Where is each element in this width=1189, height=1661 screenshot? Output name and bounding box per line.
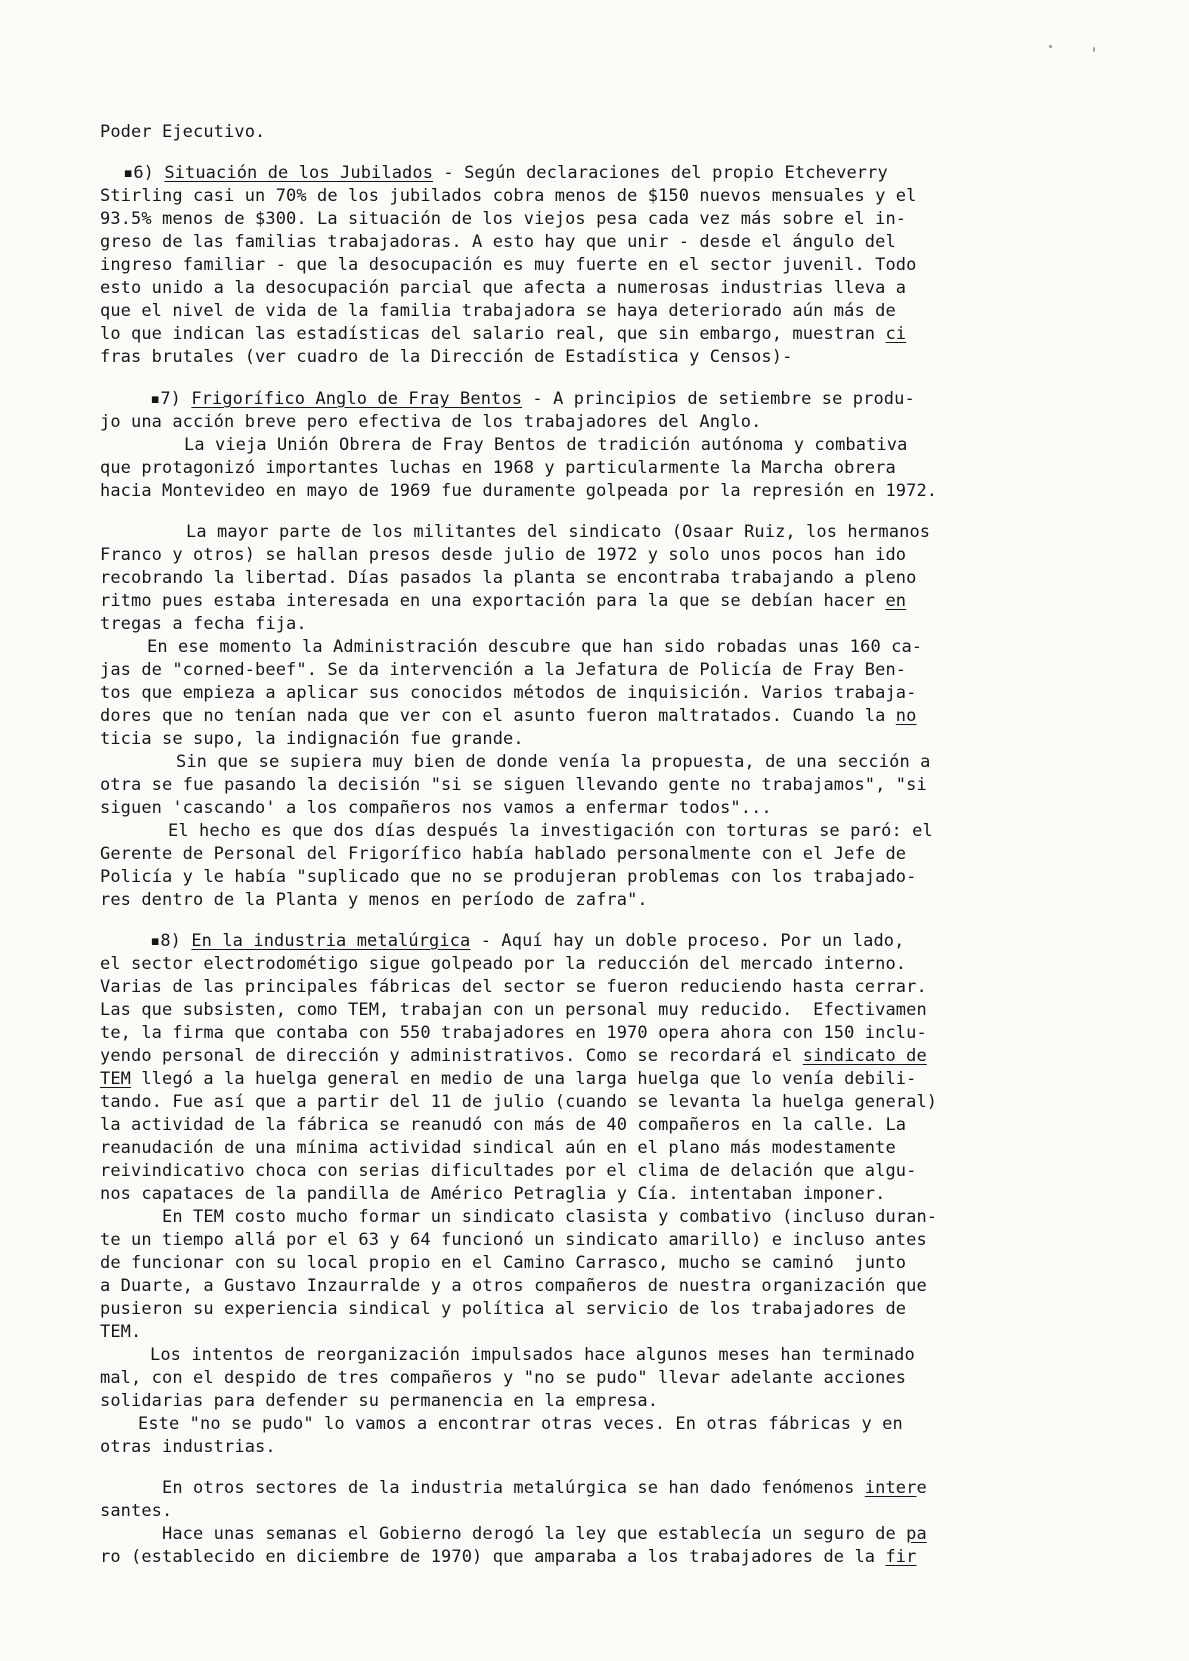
- text-line: [100, 1298, 906, 1320]
- text-line: [100, 797, 772, 819]
- text-line: [100, 231, 896, 253]
- text-line: [100, 976, 927, 998]
- underlined-text: en: [885, 591, 907, 611]
- text-segment: yendo personal de dirección y administrativos. Como se recordará el: [100, 1046, 803, 1066]
- text-line: [100, 843, 906, 865]
- text-segment: - Aquí hay un doble proceso. Por un lado,: [470, 931, 905, 951]
- text-segment: Franco y otros) se hallan presos desde julio de 1972 y solo unos pocos han ido: [100, 545, 907, 565]
- text-line: [100, 1367, 906, 1389]
- text-line: [100, 254, 916, 276]
- text-line: [100, 480, 937, 502]
- text-line: [150, 388, 915, 410]
- text-segment: Las que subsisten, como TEM, trabajan con un personal muy reducido. Efectivamen: [100, 1000, 927, 1020]
- text-segment: Este "no se pudo" lo vamos a encontrar otras veces. En otras fábricas y en: [138, 1414, 903, 1434]
- text-segment: santes.: [100, 1501, 173, 1521]
- text-segment: greso de las familias trabajadoras. A esto hay que unir - desde el ángulo del: [100, 232, 896, 252]
- text-segment: tando. Fue así que a partir del 11 de julio (cuando se levanta la huelga general): [100, 1092, 938, 1112]
- text-line: [138, 1413, 903, 1435]
- text-line: [186, 521, 930, 543]
- text-segment: Policía y le había "suplicado que no se produjeran problemas con los trabajado-: [100, 867, 917, 887]
- text-segment: reanudación de una mínima actividad sindical aún en el plano más modestamente: [100, 1138, 896, 1158]
- text-line: [100, 1091, 937, 1113]
- text-segment: ticia se supo, la indignación fue grande.: [100, 729, 524, 749]
- text-segment: ▪7): [150, 389, 192, 409]
- text-line: [162, 1523, 927, 1545]
- text-segment: tos que empieza a aplicar sus conocidos métodos de inquisición. Varios trabaja-: [100, 683, 917, 703]
- text-line: [147, 636, 922, 658]
- text-segment: La vieja Unión Obrera de Fray Bentos de tradición autónoma y combativa: [184, 435, 908, 455]
- text-line: [100, 1500, 172, 1522]
- text-segment: que protagonizó importantes luchas en 1968 y particularmente la Marcha obrera: [100, 458, 896, 478]
- text-line: [100, 1160, 916, 1182]
- text-segment: reivindicativo choca con serias dificultades por el clima de delación que algu-: [100, 1161, 917, 1181]
- text-segment: Gerente de Personal del Frigorífico había hablado personalmente con el Jefe de: [100, 844, 907, 864]
- text-segment: que el nivel de vida de la familia trabajadora se haya deteriorado aún más de: [100, 301, 896, 321]
- text-line: [100, 277, 906, 299]
- text-line: [100, 323, 906, 345]
- text-segment: ritmo pues estaba interesada en una exportación para la que se debían hacer: [100, 591, 886, 611]
- text-segment: otras industrias.: [100, 1437, 276, 1457]
- text-line: [100, 567, 916, 589]
- text-segment: La mayor parte de los militantes del sindicato (Osaar Ruiz, los hermanos: [186, 522, 931, 542]
- text-segment: tregas a fecha fija.: [100, 614, 307, 634]
- text-line: [100, 208, 906, 230]
- text-segment: ▪6): [123, 163, 165, 183]
- text-line: [100, 185, 916, 207]
- text-line: [100, 728, 524, 750]
- text-segment: Stirling casi un 70% de los jubilados cobra menos de $150 nuevos mensuales y el: [100, 186, 917, 206]
- text-segment: e: [916, 1478, 927, 1498]
- text-segment: res dentro de la Planta y menos en período de zafra".: [100, 890, 648, 910]
- text-segment: solidarias para defender su permanencia en la empresa.: [100, 1391, 659, 1411]
- text-line: [100, 1137, 896, 1159]
- text-line: [100, 1546, 916, 1568]
- text-line: [100, 1321, 141, 1343]
- text-line: [100, 411, 761, 433]
- underlined-text: Frigorífico Anglo de Fray Bentos: [191, 389, 523, 409]
- text-line: [100, 1183, 885, 1205]
- underlined-text: inter: [864, 1478, 917, 1498]
- text-segment: de funcionar con su local propio en el Camino Carrasco, mucho se caminó junto: [100, 1253, 907, 1273]
- text-segment: mal, con el despido de tres compañeros y "no se pudo" llevar adelante acciones: [100, 1368, 907, 1388]
- text-line: [162, 1477, 927, 1499]
- underlined-text: En la industria metalúrgica: [191, 931, 471, 951]
- text-segment: hacia Montevideo en mayo de 1969 fue duramente golpeada por la represión en 1972.: [100, 481, 938, 501]
- text-line: [150, 930, 904, 952]
- text-segment: 93.5% menos de $300. La situación de los viejos pesa cada vez más sobre el in-: [100, 209, 907, 229]
- text-segment: En otros sectores de la industria metalúrgica se han dado fenómenos: [162, 1478, 865, 1498]
- text-line: [100, 1229, 927, 1251]
- text-line: [100, 1045, 927, 1067]
- text-segment: Sin que se supiera muy bien de donde venía la propuesta, de una sección a: [176, 752, 931, 772]
- text-line: [100, 682, 916, 704]
- text-segment: dores que no tenían nada que ver con el asunto fueron maltratados. Cuando la: [100, 706, 896, 726]
- text-segment: a Duarte, a Gustavo Inzaurralde y a otros compañeros de nuestra organización que: [100, 1276, 927, 1296]
- text-segment: fras brutales (ver cuadro de la Dirección de Estadística y Censos)-: [100, 347, 793, 367]
- text-segment: ▪8): [150, 931, 192, 951]
- text-line: [100, 866, 916, 888]
- underlined-text: fir: [885, 1547, 917, 1567]
- text-segment: lo que indican las estadísticas del salario real, que sin embargo, muestran: [100, 324, 886, 344]
- text-segment: ingreso familiar - que la desocupación es muy fuerte en el sector juvenil. Todo: [100, 255, 917, 275]
- text-segment: En ese momento la Administración descubre que han sido robadas unas 160 ca-: [147, 637, 923, 657]
- text-line: [123, 162, 888, 184]
- underlined-text: Situación de los Jubilados: [164, 163, 434, 183]
- text-segment: pusieron su experiencia sindical y política al servicio de los trabajadores de: [100, 1299, 907, 1319]
- text-segment: te, la firma que contaba con 550 trabajadores en 1970 opera ahora con 150 inclu-: [100, 1023, 927, 1043]
- underlined-text: TEM: [100, 1069, 132, 1089]
- text-line: [100, 999, 927, 1021]
- text-segment: Varias de las principales fábricas del sector se fueron reduciendo hasta cerrar.: [100, 977, 927, 997]
- text-line: [100, 659, 906, 681]
- text-segment: - Según declaraciones del propio Etcheverry: [433, 163, 888, 183]
- text-segment: Los intentos de reorganización impulsados hace algunos meses han terminado: [150, 1345, 915, 1365]
- text-segment: siguen 'cascando' a los compañeros nos vamos a enfermar todos"...: [100, 798, 772, 818]
- text-line: [100, 590, 906, 612]
- paper-speck: [1093, 47, 1095, 52]
- text-line: [184, 434, 907, 456]
- text-line: [100, 300, 896, 322]
- text-line: [162, 1206, 937, 1228]
- text-line: [100, 1022, 927, 1044]
- text-segment: jo una acción breve pero efectiva de los trabajadores del Anglo.: [100, 412, 762, 432]
- text-line: [100, 544, 906, 566]
- underlined-text: ci: [885, 324, 907, 344]
- paper-speck: [1049, 45, 1052, 48]
- text-line: [100, 457, 896, 479]
- text-line: [176, 751, 930, 773]
- text-line: [100, 121, 265, 143]
- text-segment: recobrando la libertad. Días pasados la planta se encontraba trabajando a pleno: [100, 568, 917, 588]
- text-segment: el sector electrodométigo sigue golpeado por la reducción del mercado interno.: [100, 954, 907, 974]
- text-segment: Hace unas semanas el Gobierno derogó la ley que establecía un seguro de: [162, 1524, 907, 1544]
- text-segment: ro (establecido en diciembre de 1970) que amparaba a los trabajadores de la: [100, 1547, 886, 1567]
- text-segment: te un tiempo allá por el 63 y 64 funcionó un sindicato amarillo) e incluso antes: [100, 1230, 927, 1250]
- text-segment: esto unido a la desocupación parcial que afecta a numerosas industrias lleva a: [100, 278, 907, 298]
- text-segment: jas de "corned-beef". Se da intervención a la Jefatura de Policía de Fray Ben-: [100, 660, 907, 680]
- text-line: [100, 1114, 906, 1136]
- text-line: [100, 774, 927, 796]
- text-line: [100, 1275, 927, 1297]
- text-segment: Poder Ejecutivo.: [100, 122, 266, 142]
- text-line: [100, 889, 648, 911]
- text-line: [100, 1252, 906, 1274]
- text-segment: llegó a la huelga general en medio de una larga huelga que lo venía debili-: [131, 1069, 917, 1089]
- underlined-text: pa: [906, 1524, 927, 1544]
- underlined-text: sindicato de: [802, 1046, 927, 1066]
- text-segment: la actividad de la fábrica se reanudó con más de 40 compañeros en la calle. La: [100, 1115, 907, 1135]
- text-line: [100, 1390, 658, 1412]
- text-line: [100, 346, 792, 368]
- text-segment: nos capataces de la pandilla de Américo Petraglia y Cía. intentaban imponer.: [100, 1184, 886, 1204]
- text-line: [168, 820, 933, 842]
- text-segment: - A principios de setiembre se produ-: [522, 389, 915, 409]
- text-line: [100, 953, 906, 975]
- text-line: [100, 1436, 276, 1458]
- text-segment: otra se fue pasando la decisión "si se siguen llevando gente no trabajamos", "si: [100, 775, 927, 795]
- text-line: [100, 1068, 916, 1090]
- text-segment: TEM.: [100, 1322, 142, 1342]
- text-line: [100, 613, 307, 635]
- text-line: [100, 705, 916, 727]
- underlined-text: no: [895, 706, 917, 726]
- text-segment: En TEM costo mucho formar un sindicato clasista y combativo (incluso duran-: [162, 1207, 938, 1227]
- text-line: [150, 1344, 915, 1366]
- text-segment: El hecho es que dos días después la investigación con torturas se paró: el: [168, 821, 933, 841]
